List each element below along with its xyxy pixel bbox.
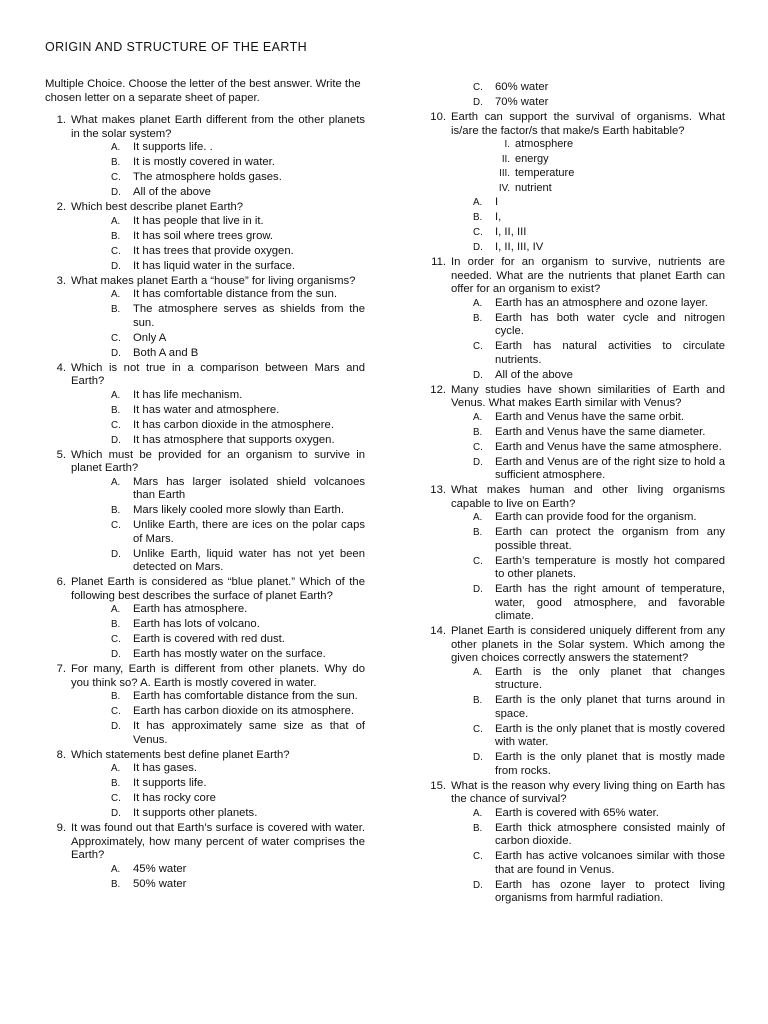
choice-text: It has soil where trees grow.	[133, 229, 274, 242]
choice-letter: A.	[473, 411, 483, 423]
answer-choice	[111, 548, 365, 575]
answer-choice	[111, 404, 365, 418]
question-text: Which must be provided for an organism to survive in planet Earth?	[71, 448, 365, 474]
answer-choice	[473, 666, 725, 693]
choice-text: The atmosphere holds gases.	[133, 171, 282, 183]
answer-choice	[111, 705, 365, 719]
choice-text: Earth has lots of volcano.	[133, 618, 260, 630]
question-text: What makes planet Earth a “house” for living organisms?	[71, 274, 356, 287]
choice-text: Earth has atmosphere.	[133, 603, 248, 615]
choice-letter: C.	[111, 706, 121, 717]
choice-letter: C.	[111, 419, 121, 431]
choice-text: I, II, III, IV	[495, 241, 544, 253]
choice-letter: A.	[473, 807, 483, 819]
choice-letter: C.	[111, 332, 121, 344]
question-stem	[45, 114, 365, 141]
choice-letter: C.	[111, 245, 121, 257]
question-item	[425, 384, 725, 483]
choice-text: Earth has ozone layer to protect living organisms from harmful radiation.	[495, 878, 725, 904]
choice-text: Earth has carbon dioxide on its atmosphere.	[133, 705, 355, 717]
choice-text: Earth has the right amount of temperature, water, good atmosphere, and favorable climate.	[495, 583, 725, 622]
choice-text: Earth’s temperature is mostly hot compared to other planets.	[495, 554, 725, 580]
choice-list	[111, 288, 365, 360]
answer-choice	[473, 511, 725, 525]
choice-letter: C.	[473, 723, 483, 735]
answer-choice	[473, 340, 725, 367]
choice-text: It has atmosphere that supports oxygen.	[133, 433, 335, 446]
factor-numeral: IV.	[498, 182, 510, 194]
answer-choice	[473, 369, 725, 383]
question-text: Planet Earth is considered uniquely different from any other planets in the Solar system. Which among the given choices correctly answers the statement?	[451, 625, 725, 664]
factor-item	[495, 167, 725, 181]
question-number: 1.	[56, 114, 66, 126]
factor-text: atmosphere	[515, 138, 574, 150]
choice-list	[111, 863, 365, 892]
choice-text: It has water and atmosphere.	[133, 403, 280, 416]
choice-list	[111, 389, 365, 448]
choice-letter: A.	[111, 389, 121, 401]
choice-letter: A.	[111, 763, 121, 774]
answer-choice	[111, 171, 365, 185]
choice-text: It has comfortable distance from the sun.	[133, 288, 338, 300]
choice-letter: D.	[473, 752, 483, 763]
choice-list	[111, 476, 365, 575]
answer-choice	[111, 863, 365, 877]
choice-text: 70% water	[495, 96, 549, 108]
answer-choice	[111, 720, 365, 747]
choice-letter: B.	[473, 527, 483, 538]
choice-letter: D.	[111, 260, 121, 272]
choice-letter: C.	[473, 82, 483, 93]
answer-choice	[473, 723, 725, 750]
question-number: 6.	[56, 576, 66, 588]
choice-letter: B.	[111, 404, 121, 416]
answer-choice	[111, 603, 365, 617]
choice-letter: A.	[111, 215, 121, 227]
choice-letter: D.	[473, 584, 483, 595]
choice-text: It has approximately same size as that of Venus.	[133, 720, 365, 746]
choice-letter: A.	[473, 666, 483, 678]
question-stem	[425, 256, 725, 297]
question-text: What makes human and other living organisms capable to live on Earth?	[451, 484, 725, 510]
choice-letter: A.	[111, 142, 121, 153]
choice-text: All of the above	[495, 368, 573, 381]
factor-text: nutrient	[515, 181, 552, 194]
answer-choice	[111, 519, 365, 546]
answer-choice	[111, 186, 365, 200]
choice-text: I, II, III	[495, 226, 527, 238]
factor-text: temperature	[515, 167, 575, 179]
answer-choice	[473, 526, 725, 553]
question-number: 10.	[430, 111, 446, 123]
choice-list	[473, 807, 725, 906]
answer-choice	[111, 792, 365, 806]
choice-letter: B.	[111, 691, 121, 702]
question-number: 12.	[430, 383, 446, 396]
right-column	[425, 81, 725, 907]
choice-letter: B.	[111, 878, 121, 890]
question-item	[45, 275, 365, 361]
answer-choice	[111, 156, 365, 170]
document-title: ORIGIN AND STRUCTURE OF THE EARTH	[45, 40, 308, 54]
question-text: What is the reason why every living thing on Earth has the chance of survival?	[451, 779, 725, 805]
left-column	[45, 114, 365, 893]
answer-choice	[473, 411, 725, 425]
answer-choice	[473, 879, 725, 906]
question-stem	[425, 111, 725, 138]
choice-text: Earth has both water cycle and nitrogen cycle.	[495, 311, 725, 337]
answer-choice	[473, 807, 725, 821]
choice-letter: D.	[473, 456, 483, 468]
choice-text: Mars likely cooled more slowly than Earth.	[133, 504, 344, 516]
choice-letter: B.	[473, 695, 483, 706]
choice-letter: C.	[473, 555, 483, 567]
choice-text: It supports other planets.	[133, 807, 258, 819]
choice-text: It is mostly covered in water.	[133, 156, 275, 168]
choice-letter: C.	[473, 227, 483, 238]
question-text: Planet Earth is considered as “blue planet.” Which of the following best describes the surface of planet Earth?	[71, 576, 365, 602]
answer-choice	[111, 618, 365, 632]
question-stem	[45, 449, 365, 476]
choice-list	[473, 666, 725, 779]
answer-choice	[111, 260, 365, 274]
question-number: 7.	[56, 663, 66, 675]
choice-text: Earth and Venus have the same diameter.	[495, 425, 706, 438]
choice-letter: B.	[111, 619, 121, 630]
question-stem	[425, 484, 725, 511]
answer-choice	[111, 777, 365, 791]
choice-letter: D.	[111, 808, 121, 819]
choice-list	[111, 603, 365, 662]
choice-text: Earth thick atmosphere consisted mainly of carbon dioxide.	[495, 821, 725, 847]
answer-choice	[473, 297, 725, 311]
question-text: It was found out that Earth’s surface is covered with water. Approximately, how many percent of water comprises the Earth?	[71, 822, 365, 861]
choice-text: The atmosphere serves as shields from the sun.	[133, 303, 365, 329]
choice-text: It has people that live in it.	[133, 214, 264, 227]
choice-letter: C.	[473, 851, 483, 862]
choice-letter: D.	[111, 347, 121, 359]
choice-letter: B.	[111, 230, 121, 242]
choice-letter: C.	[111, 634, 121, 645]
choice-list	[473, 511, 725, 624]
choice-text: It has carbon dioxide in the atmosphere.	[133, 418, 334, 431]
answer-choice	[111, 303, 365, 330]
question-stem	[425, 384, 725, 411]
question-number: 2.	[56, 201, 66, 213]
answer-choice	[473, 312, 725, 339]
choice-letter: D.	[473, 879, 483, 891]
question-text: Which best describe planet Earth?	[71, 201, 244, 213]
choice-list	[111, 141, 365, 200]
answer-choice	[111, 807, 365, 821]
answer-choice	[111, 347, 365, 361]
question-item	[45, 362, 365, 448]
answer-choice	[111, 230, 365, 244]
choice-letter: C.	[111, 172, 121, 183]
choice-text: Earth and Venus have the same atmosphere.	[495, 440, 722, 453]
question-stem	[45, 201, 365, 215]
choice-text: It supports life. .	[133, 141, 213, 153]
choice-letter: C.	[111, 520, 121, 531]
question-text: Earth can support the survival of organisms. What is/are the factor/s that make/s Earth habitable?	[451, 111, 725, 137]
choice-letter: B.	[473, 312, 483, 324]
factor-text: energy	[515, 152, 549, 165]
choice-text: I,	[495, 211, 502, 223]
choice-letter: B.	[473, 426, 483, 438]
choice-text: Mars has larger isolated shield volcanoes than Earth	[133, 475, 365, 501]
choice-text: Earth has comfortable distance from the sun.	[133, 690, 358, 702]
question-stem	[45, 576, 365, 603]
choice-text: It has liquid water in the surface.	[133, 259, 296, 272]
choice-text: Earth can provide food for the organism.	[495, 511, 697, 523]
choice-text: Earth is the only planet that is mostly made from rocks.	[495, 751, 725, 777]
question-number: 14.	[430, 625, 446, 637]
choice-list	[473, 196, 725, 255]
question-number: 8.	[56, 748, 66, 761]
question-number: 15.	[430, 779, 446, 792]
question-stem	[425, 625, 725, 666]
question-stem	[45, 275, 365, 289]
choice-text: Earth and Venus are of the right size to hold a sufficient atmosphere.	[495, 455, 725, 481]
choice-text: All of the above	[133, 186, 211, 198]
question-number: 13.	[430, 484, 446, 496]
answer-choice	[473, 694, 725, 721]
choice-letter: C.	[473, 341, 483, 352]
question-stem	[45, 749, 365, 763]
choice-letter: A.	[473, 197, 483, 208]
choice-letter: B.	[111, 304, 121, 315]
choice-text: Earth has an atmosphere and ozone layer.	[495, 296, 708, 309]
question-number: 11.	[431, 256, 446, 268]
choice-text: Earth is the only planet that is mostly covered with water.	[495, 722, 725, 748]
choice-list	[473, 297, 725, 383]
answer-choice	[473, 226, 725, 240]
right-questions	[425, 111, 725, 906]
answer-choice	[473, 241, 725, 255]
question-number: 9.	[56, 822, 66, 834]
answer-choice	[111, 215, 365, 229]
question-text: For many, Earth is different from other planets. Why do you think so? A. Earth is mostly covered in water.	[71, 663, 365, 689]
choice-list	[111, 690, 365, 747]
question-number: 5.	[56, 448, 66, 461]
choice-text: It supports life.	[133, 777, 207, 789]
choice-letter: A.	[111, 863, 121, 875]
answer-choice	[111, 389, 365, 403]
question-item	[45, 749, 365, 821]
choice-text: I	[495, 196, 499, 208]
question-stem	[425, 780, 725, 807]
answer-choice	[111, 245, 365, 259]
factor-numeral: II.	[501, 153, 510, 165]
choice-text: 45% water	[133, 862, 187, 875]
answer-choice	[473, 555, 725, 582]
q9-continued-choices	[473, 81, 725, 110]
choice-letter: D.	[473, 242, 483, 253]
choice-text: Earth has natural activities to circulate nutrients.	[495, 340, 725, 366]
choice-letter: D.	[111, 649, 121, 660]
choice-text: 50% water	[133, 877, 187, 890]
question-item	[45, 663, 365, 747]
answer-choice	[473, 822, 725, 849]
question-item	[425, 256, 725, 382]
factor-item	[495, 138, 725, 152]
choice-text: It has gases.	[133, 762, 198, 774]
question-item	[45, 114, 365, 200]
answer-choice	[111, 476, 365, 503]
factor-numeral: I.	[504, 139, 510, 150]
answer-choice	[111, 141, 365, 155]
choice-text: Only A	[133, 331, 167, 344]
question-number: 4.	[56, 361, 66, 374]
choice-text: Earth and Venus have the same orbit.	[495, 410, 685, 423]
answer-choice	[111, 648, 365, 662]
question-stem	[45, 362, 365, 389]
choice-letter: D.	[473, 97, 483, 108]
answer-choice	[111, 690, 365, 704]
answer-choice	[473, 850, 725, 877]
question-item	[425, 111, 725, 255]
question-text: Which statements best define planet Earth?	[71, 748, 290, 761]
question-text: Which is not true in a comparison between Mars and Earth?	[71, 361, 365, 387]
choice-letter: B.	[473, 822, 483, 834]
factor-numeral: III.	[499, 168, 510, 179]
question-item	[45, 822, 365, 891]
choice-letter: B.	[111, 505, 121, 516]
answer-choice	[111, 878, 365, 892]
answer-choice	[473, 751, 725, 778]
choice-text: 60% water	[495, 81, 549, 93]
factor-item	[495, 153, 725, 167]
question-text: In order for an organism to survive, nutrients are needed. What are the nutrients that planet Earth can offer for an organism to exist?	[451, 256, 725, 295]
choice-letter: A.	[111, 604, 121, 615]
choice-text: Earth is covered with 65% water.	[495, 806, 659, 819]
answer-choice	[473, 426, 725, 440]
answer-choice	[473, 441, 725, 455]
choice-text: Unlike Earth, there are ices on the polar caps of Mars.	[133, 519, 365, 545]
choice-letter: B.	[111, 778, 121, 789]
choice-letter: B.	[111, 157, 121, 168]
question-text: What makes planet Earth different from the other planets in the solar system?	[71, 114, 365, 140]
answer-choice	[473, 196, 725, 210]
choice-letter: D.	[111, 721, 121, 732]
answer-choice	[473, 96, 725, 110]
choice-letter: D.	[111, 187, 121, 198]
question-item	[425, 625, 725, 778]
choice-letter: D.	[111, 548, 121, 560]
choice-letter: D.	[111, 434, 121, 446]
answer-choice	[111, 434, 365, 448]
choice-text: It has trees that provide oxygen.	[133, 244, 294, 257]
answer-choice	[111, 762, 365, 776]
question-item	[425, 780, 725, 906]
choice-letter: C.	[473, 441, 483, 453]
choice-letter: D.	[473, 369, 483, 381]
choice-letter: C.	[111, 793, 121, 804]
question-item	[425, 484, 725, 624]
choice-text: It has rocky core	[133, 792, 216, 804]
question-text: Many studies have shown similarities of Earth and Venus. What makes Earth similar with Venus?	[451, 383, 725, 409]
answer-choice	[111, 419, 365, 433]
answer-choice	[111, 288, 365, 302]
choice-letter: A.	[473, 512, 483, 523]
instructions: Multiple Choice. Choose the letter of the best answer. Write the chosen letter on a separate sheet of paper.	[45, 78, 361, 104]
choice-list	[111, 215, 365, 274]
answer-choice	[473, 583, 725, 624]
choice-list	[111, 762, 365, 821]
question-number: 3.	[56, 274, 66, 287]
question-item	[45, 449, 365, 575]
question-item	[45, 576, 365, 662]
question-stem	[45, 663, 365, 690]
choice-text: Earth is covered with red dust.	[133, 633, 285, 645]
answer-choice	[111, 504, 365, 518]
choice-text: Earth has mostly water on the surface.	[133, 648, 326, 660]
factor-item	[495, 182, 725, 196]
choice-letter: A.	[111, 289, 121, 300]
choice-text: Earth is the only planet that changes structure.	[495, 665, 725, 691]
choice-text: Both A and B	[133, 346, 199, 359]
choice-text: Earth can protect the organism from any possible threat.	[495, 526, 725, 552]
choice-text: Earth has active volcanoes similar with those that are found in Venus.	[495, 850, 725, 876]
choice-list	[473, 411, 725, 483]
question-stem	[45, 822, 365, 863]
answer-choice	[111, 332, 365, 346]
choice-letter: A.	[473, 297, 483, 309]
choice-text: Unlike Earth, liquid water has not yet been detected on Mars.	[133, 547, 365, 573]
choice-text: Earth is the only planet that turns around in space.	[495, 694, 725, 720]
factor-list	[495, 138, 725, 195]
answer-choice	[111, 633, 365, 647]
choice-letter: A.	[111, 476, 121, 488]
choice-text: It has life mechanism.	[133, 388, 243, 401]
choice-letter: B.	[473, 212, 483, 223]
question-item	[45, 201, 365, 273]
answer-choice	[473, 211, 725, 225]
answer-choice	[473, 456, 725, 483]
answer-choice	[473, 81, 725, 95]
